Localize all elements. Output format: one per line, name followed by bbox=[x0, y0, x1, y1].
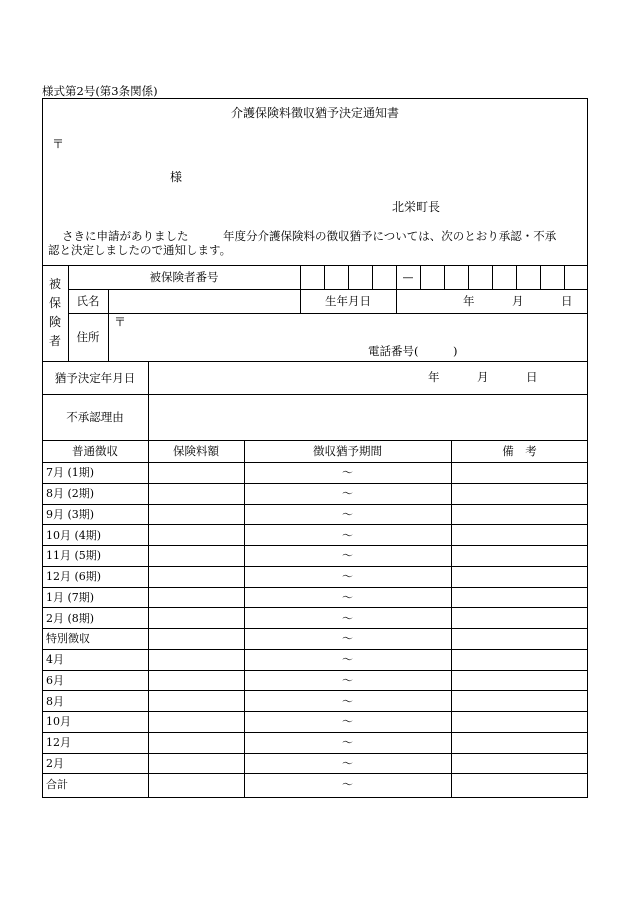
insured-side-char: 険 bbox=[48, 315, 61, 329]
rule-digit-11 bbox=[540, 265, 541, 289]
rule-digit-6 bbox=[420, 265, 421, 289]
schedule-period-tilde: 〜 bbox=[342, 528, 353, 542]
schedule-row-label: 10月 bbox=[46, 715, 71, 729]
rule-digit-4 bbox=[372, 265, 373, 289]
insured-side-char: 者 bbox=[48, 334, 61, 348]
schedule-row-label: 合計 bbox=[46, 777, 68, 791]
rule-digit-8 bbox=[468, 265, 469, 289]
schedule-period-tilde: 〜 bbox=[342, 590, 353, 604]
schedule-row-label: 4月 bbox=[46, 653, 64, 667]
rule-decision-col bbox=[148, 361, 149, 440]
dob-month-unit: 月 bbox=[512, 294, 524, 308]
schedule-period-tilde: 〜 bbox=[342, 756, 353, 770]
schedule-row-label: 12月 (6期) bbox=[46, 570, 102, 584]
schedule-header-period: 徴収猶予期間 bbox=[313, 444, 382, 458]
dob-day-unit: 日 bbox=[561, 294, 573, 308]
phone-label: 電話番号( ) bbox=[368, 344, 458, 358]
issuer-name: 北栄町長 bbox=[392, 200, 441, 214]
rule-name-bottom bbox=[68, 313, 588, 314]
schedule-period-tilde: 〜 bbox=[342, 736, 353, 750]
schedule-row-label: 11月 (5期) bbox=[46, 549, 102, 563]
schedule-row-label: 9月 (3期) bbox=[46, 507, 95, 521]
rule-digit-7 bbox=[444, 265, 445, 289]
schedule-period-tilde: 〜 bbox=[342, 673, 353, 687]
insured-side-char: 被 bbox=[48, 277, 61, 291]
schedule-row-label: 特別徴収 bbox=[46, 632, 90, 646]
schedule-period-tilde: 〜 bbox=[342, 611, 353, 625]
dob-year-unit: 年 bbox=[463, 294, 475, 308]
schedule-period-tilde: 〜 bbox=[342, 777, 353, 791]
schedule-header-premium: 保険料額 bbox=[173, 444, 219, 458]
schedule-period-tilde: 〜 bbox=[342, 715, 353, 729]
postal-mark: 〒 bbox=[52, 137, 65, 151]
insured-number-dash: — bbox=[402, 270, 414, 284]
schedule-table bbox=[42, 440, 588, 798]
schedule-period-tilde: 〜 bbox=[342, 653, 353, 667]
insured-side-label bbox=[42, 265, 68, 361]
schedule-row-label: 8月 (2期) bbox=[46, 487, 95, 501]
rule-digit-10 bbox=[516, 265, 517, 289]
decision-year-unit: 年 bbox=[428, 370, 440, 384]
decision-day-unit: 日 bbox=[526, 370, 538, 384]
form-label: 様式第2号(第3条関係) bbox=[42, 84, 158, 98]
rule-digit-9 bbox=[492, 265, 493, 289]
addressee-honorific: 様 bbox=[170, 170, 183, 184]
schedule-row-label: 7月 (1期) bbox=[46, 466, 95, 480]
schedule-row-label: 2月 bbox=[46, 756, 64, 770]
rule-col-remarks bbox=[451, 440, 452, 798]
rule-digit-3 bbox=[348, 265, 349, 289]
schedule-row-label: 1月 (7期) bbox=[46, 590, 95, 604]
schedule-period-tilde: 〜 bbox=[342, 466, 353, 480]
rule-col-premium bbox=[148, 440, 149, 798]
insured-side-char: 保 bbox=[48, 296, 61, 310]
schedule-row-label: 12月 bbox=[46, 736, 71, 750]
rule-digit-2 bbox=[324, 265, 325, 289]
insured-number-label: 被保険者番号 bbox=[149, 270, 219, 284]
name-label: 氏名 bbox=[76, 294, 100, 308]
rule-label-col bbox=[108, 289, 109, 361]
schedule-period-tilde: 〜 bbox=[342, 487, 353, 501]
schedule-period-tilde: 〜 bbox=[342, 549, 353, 563]
schedule-period-tilde: 〜 bbox=[342, 694, 353, 708]
schedule-header-remarks: 備 考 bbox=[502, 444, 537, 458]
schedule-row-label: 8月 bbox=[46, 694, 64, 708]
schedule-row-label: 6月 bbox=[46, 673, 64, 687]
dob-label: 生年月日 bbox=[325, 294, 371, 308]
document-title: 介護保険料徴収猶予決定通知書 bbox=[230, 106, 399, 120]
rule-digit-12 bbox=[564, 265, 565, 289]
notice-body-line2: 認と決定しましたので通知します。 bbox=[48, 243, 232, 257]
decision-date-label: 猶予決定年月日 bbox=[54, 370, 136, 385]
schedule-period-tilde: 〜 bbox=[342, 507, 353, 521]
notice-body-line1: さきに申請がありました 年度分介護保険料の徴収猶予については、次のとおり承認・不承 bbox=[62, 229, 557, 243]
schedule-row-label: 2月 (8期) bbox=[46, 611, 95, 625]
decision-month-unit: 月 bbox=[477, 370, 489, 384]
address-postal-mark: 〒 bbox=[114, 315, 127, 329]
schedule-header-collection: 普通徴収 bbox=[72, 444, 118, 458]
schedule-row-label: 10月 (4期) bbox=[46, 528, 102, 542]
schedule-period-tilde: 〜 bbox=[342, 632, 353, 646]
address-label: 住所 bbox=[76, 330, 100, 344]
reject-reason-label: 不承認理由 bbox=[66, 410, 124, 424]
schedule-period-tilde: 〜 bbox=[342, 570, 353, 584]
